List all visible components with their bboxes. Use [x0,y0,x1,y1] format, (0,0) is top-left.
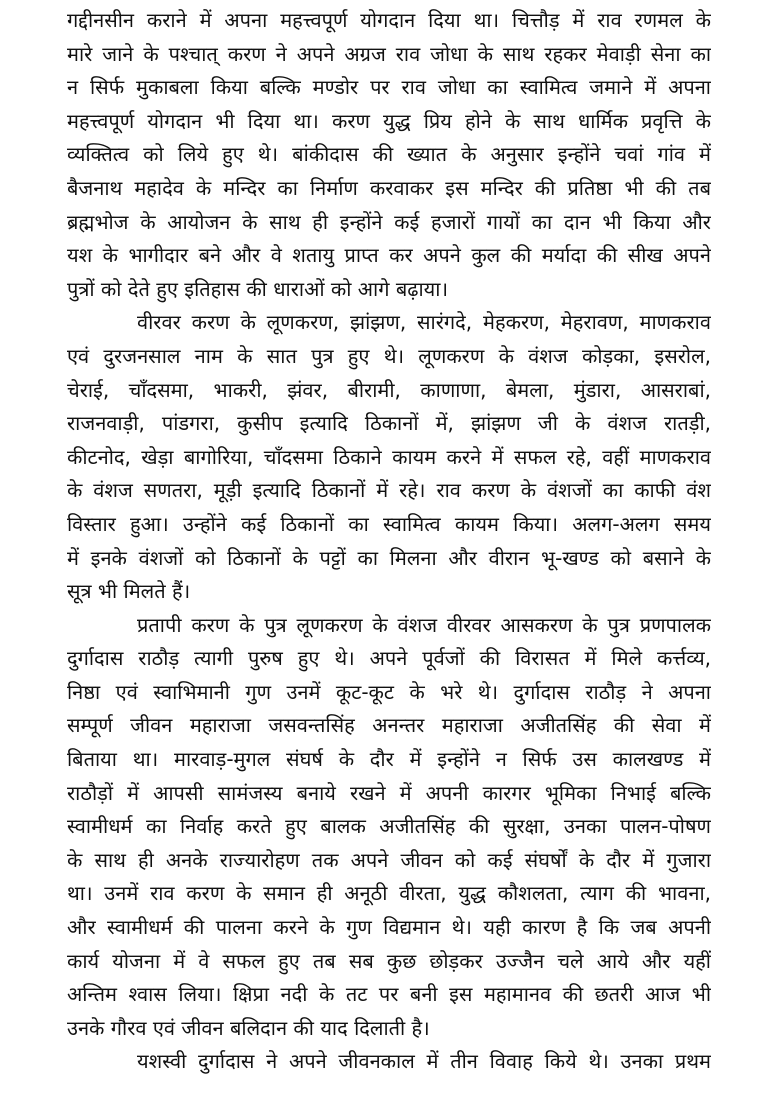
text-line: प्रतापी करण के पुत्र लूणकरण के वंशज वीरवर आसकरण के पुत्र प्रणपालक [137,612,711,637]
text-line: उनके गौरव एवं जीवन बलिदान की याद दिलाती है। [67,1015,430,1040]
text-line: बिताया था। मारवाड़-मुगल संघर्ष के दौर में इन्होंने न सिर्फ उस कालखण्ड में [67,747,711,772]
text-line: यशस्वी दुर्गादास ने अपने जीवनकाल में तीन विवाह किये थे। उनका प्रथम [137,1049,711,1074]
paragraph [67,4,711,306]
paragraph [67,1045,711,1079]
text-line: सूत्र भी मिलते हैं। [67,579,191,604]
text-line: कार्य योजना में वे सफल हुए तब सब कुछ छोड़कर उज्जैन चले आये और यहीं [67,948,711,973]
text-line: सम्पूर्ण जीवन महाराजा जसवन्तसिंह अनन्तर महाराजा अजीतसिंह की सेवा में [67,713,711,738]
text-line: राठौड़ों में आपसी सामंजस्य बनाये रखने में अपनी कारगर भूमिका निभाई बल्कि [67,780,711,805]
text-line: था। उनमें राव करण के समान ही अनूठी वीरता, युद्ध कौशलता, त्याग की भावना, [67,881,711,906]
text-line: मारे जाने के पश्चात् करण ने अपने अग्रज राव जोधा के साथ रहकर मेवाड़ी सेना का [67,41,711,66]
text-line: दुर्गादास राठौड़ त्यागी पुरुष हुए थे। अपने पूर्वजों की विरासत में मिले कर्त्तव्य, [67,646,711,671]
text-line: विस्तार हुआ। उन्होंने कई ठिकानों का स्वामित्व कायम किया। अलग-अलग समय [67,511,711,536]
text-line: बैजनाथ महादेव के मन्दिर का निर्माण करवाकर इस मन्दिर की प्रतिष्ठा भी की तब [67,175,711,200]
text-line: एवं दुरजनसाल नाम के सात पुत्र हुए थे। लूणकरण के वंशज कोड़का, इसरोल, [67,343,711,368]
text-line: महत्त्वपूर्ण योगदान भी दिया था। करण युद्ध प्रिय होने के साथ धार्मिक प्रवृत्ति के [67,108,711,133]
text-line: कीटनोद, खेड़ा बागोरिया, चाँदसमा ठिकाने कायम करने में सफल रहे, वहीं माणकराव [67,444,711,469]
text-line: गद्दीनसीन कराने में अपना महत्त्वपूर्ण योगदान दिया था। चित्तौड़ में राव रणमल के [67,8,711,32]
text-line: स्वामीधर्म का निर्वाह करते हुए बालक अजीतसिंह की सुरक्षा, उनका पालन-पोषण [67,814,711,839]
text-line: निष्ठा एवं स्वाभिमानी गुण उनमें कूट-कूट के भरे थे। दुर्गादास राठौड़ ने अपना [67,679,711,704]
paragraph [67,609,711,1046]
text-line: पुत्रों को देते हुए इतिहास की धाराओं को आगे बढ़ाया। [67,276,449,301]
text-line: चेराई, चाँदसमा, भाकरी, झंवर, बीरामी, काणाणा, बेमला, मुंडारा, आसराबां, [67,377,711,402]
text-line: वीरवर करण के लूणकरण, झांझण, सारंगदे, मेहकरण, मेहरावण, माणकराव [137,310,711,335]
text-line: में इनके वंशजों को ठिकानों के पट्टों का मिलना और वीरान भू-खण्ड को बसाने के [67,545,711,570]
text-line: ब्रह्मभोज के आयोजन के साथ ही इन्होंने कई हजारों गायों का दान भी किया और [67,209,711,234]
text-line: राजनवाड़ी, पांडगरा, कुसीप इत्यादि ठिकानों में, झांझण जी के वंशज रातड़ी, [67,411,711,436]
paragraph [67,306,711,608]
text-line: न सिर्फ मुकाबला किया बल्कि मण्डोर पर राव जोधा का स्वामित्व जमाने में अपना [67,75,711,100]
text-line: यश के भागीदार बने और वे शतायु प्राप्त कर अपने कुल की मर्यादा की सीख अपने [67,243,711,268]
text-line: अन्तिम श्वास लिया। क्षिप्रा नदी के तट पर बनी इस महामानव की छतरी आज भी [67,982,711,1007]
text-line: व्यक्तित्व को लिये हुए थे। बांकीदास की ख्यात के अनुसार इन्होंने चवां गांव में [67,142,711,167]
text-line: के वंशज सणतरा, मूड़ी इत्यादि ठिकानों में रहे। राव करण के वंशजों का काफी वंश [67,478,711,503]
text-line: के साथ ही अनके राज्यारोहण तक अपने जीवन को कई संघर्षों के दौर में गुजारा [67,847,711,872]
document-page [67,4,711,1079]
text-line: और स्वामीधर्म की पालना करने के गुण विद्यमान थे। यही कारण है कि जब अपनी [67,915,711,940]
